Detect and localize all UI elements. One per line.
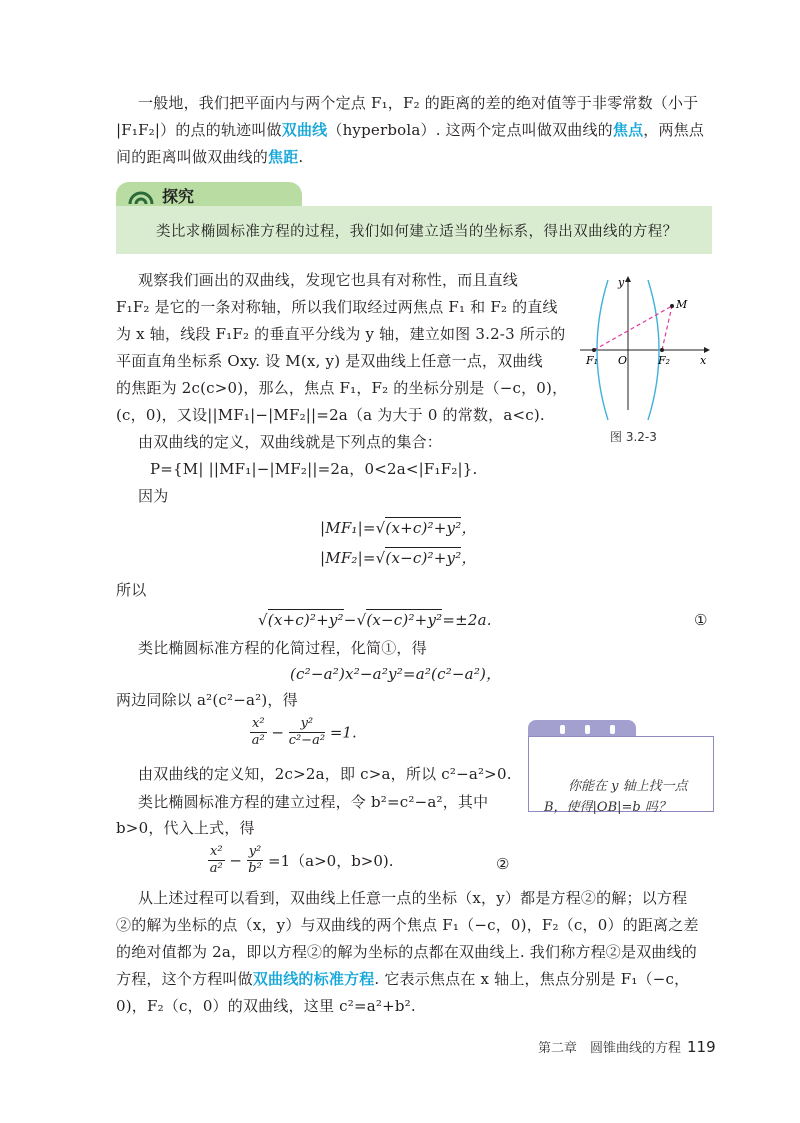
explore-banner xyxy=(116,182,712,254)
equation-2 xyxy=(208,844,394,877)
equation-2-rest: =1（a>0，b>0). xyxy=(268,852,394,870)
body-p1-line-1: 观察我们画出的双曲线，发现它也具有对称性，而且直线 xyxy=(138,271,519,289)
x-axis-arrow-icon xyxy=(704,347,710,353)
focus-f2-point xyxy=(660,348,664,352)
x-axis-label: x xyxy=(700,354,707,367)
intro-line-1: 一般地，我们把平面内与两个定点 F₁，F₂ 的距离的差的绝对值等于非零常数（小于 xyxy=(138,94,699,112)
body-p1-line-5: 的焦距为 2c(c>0)，那么，焦点 F₁，F₂ 的坐标分别是（−c，0)， xyxy=(116,379,568,397)
y-axis-arrow-icon xyxy=(625,276,631,282)
explore-icon xyxy=(128,186,154,206)
page-footer xyxy=(538,1037,716,1056)
equation-2-y-num: y² xyxy=(248,844,262,859)
note-binder-rings-icon xyxy=(558,723,618,735)
conclusion-line-2: ②的解为坐标的点（x，y）与双曲线的两个焦点 F₁（−c，0)，F₂（c，0）的距离之差 xyxy=(116,916,699,934)
analogy-line-1: 类比椭圆标准方程的建立过程，令 b²=c²−a²，其中 xyxy=(138,793,489,811)
formula-mf1-end: ， xyxy=(461,519,477,537)
point-m xyxy=(670,304,674,308)
formula-mf2-radicand: (x−c)²+y² xyxy=(385,549,462,567)
equation-1-label: ① xyxy=(694,611,708,629)
fraction-x-den: a² xyxy=(251,733,265,748)
equation-2-minus: − xyxy=(229,851,242,870)
side-note-line-2: B，使得|OB|=b 吗？ xyxy=(544,800,671,815)
f2-label: F₂ xyxy=(658,354,671,367)
equation-2-label: ② xyxy=(496,855,510,873)
analogy-line-2: b>0，代入上式，得 xyxy=(116,819,255,837)
origin-label: O xyxy=(618,354,628,367)
explore-question: 类比求椭圆标准方程的过程，我们如何建立适当的坐标系，得出双曲线的方程？ xyxy=(156,224,678,240)
page-number: 119 xyxy=(687,1038,716,1056)
definition-inequality: 由双曲线的定义知，2c>2a，即 c>a，所以 c²−a²>0. xyxy=(138,765,512,783)
m-label: M xyxy=(676,298,688,311)
formula-mf2-left: |MF₂|= xyxy=(320,549,376,567)
keyword-focus: 焦点 xyxy=(612,121,644,139)
conclusion-line-3: 的绝对值都为 2a，即以方程②的解为坐标的点都在双曲线上. 我们称方程②是双曲线的 xyxy=(116,943,697,961)
conclusion-line-4 xyxy=(116,969,689,989)
keyword-focal-distance: 焦距 xyxy=(268,148,299,166)
equation-2-x-num: x² xyxy=(210,844,223,859)
fraction-minus: − xyxy=(271,723,284,742)
hyperbola-figure xyxy=(574,270,714,420)
fraction-y xyxy=(289,716,325,749)
focus-f1-point xyxy=(592,348,596,352)
conclusion-line-5: 0)，F₂（c，0）的双曲线，这里 c²=a²+b². xyxy=(116,997,416,1015)
simplify-text: 类比椭圆标准方程的化简过程，化简①，得 xyxy=(138,639,427,657)
set-definition: P={M| ||MF₁|−|MF₂||=2a，0<2a<|F₁F₂|}. xyxy=(150,460,478,478)
fraction-y-num: y² xyxy=(289,716,325,733)
body-p1-line-6: (c，0)，又设||MF₁|−|MF₂||=2a（a 为大于 0 的常数，a<c). xyxy=(116,406,545,424)
fraction-equals: =1. xyxy=(329,723,357,742)
figure-caption: 图 3.2-3 xyxy=(610,430,657,444)
intro-line-3-a: 间的距离叫做双曲线的 xyxy=(116,148,269,166)
segment-mf1 xyxy=(594,306,672,350)
intro-line-2 xyxy=(116,120,704,140)
conclusion-line-4-a: 方程，这个方程叫做 xyxy=(116,970,253,988)
f1-label: F₁ xyxy=(586,354,599,367)
intro-line-3 xyxy=(116,147,303,167)
formula-mf1: |MF₁|=√(x+c)²+y²， xyxy=(320,519,477,537)
formula-mf1-radicand: (x+c)²+y² xyxy=(385,519,462,537)
body-p1-line-2: F₁F₂ 是它的一条对称轴，所以我们取经过两焦点 F₁ 和 F₂ 的直线 xyxy=(116,298,558,316)
intro-line-2-b: （hyperbola）. 这两个定点叫做双曲线的 xyxy=(327,121,613,139)
equation-2-x-den: a² xyxy=(209,861,223,876)
intro-line-2-c: ，两焦点 xyxy=(643,121,705,139)
equation-1-end: =±2a. xyxy=(442,611,492,629)
equation-2-y-fraction xyxy=(247,844,264,877)
side-note-line-1: 你能在 y 轴上找一点 xyxy=(568,779,688,794)
keyword-standard-equation: 双曲线的标准方程 xyxy=(252,970,375,988)
formula-mf1-left: |MF₁|= xyxy=(320,519,376,537)
conclusion-line-4-b: . 它表示焦点在 x 轴上，焦点分别是 F₁（−c， xyxy=(374,970,690,988)
chapter-title: 第二章 圆锥曲线的方程 xyxy=(538,1041,682,1056)
equation-1-radical-a: (x+c)²+y² xyxy=(267,611,344,629)
equation-2-y-den: b² xyxy=(248,861,262,876)
fraction-x-num: x² xyxy=(252,716,265,731)
fraction-y-den: c²−a² xyxy=(288,733,326,748)
formula-mf2: |MF₂|=√(x−c)²+y²， xyxy=(320,549,477,567)
explore-title: 探究 xyxy=(162,187,195,206)
body-p1-line-3: 为 x 轴，线段 F₁F₂ 的垂直平分线为 y 轴，建立如图 3.2-3 所示的 xyxy=(116,325,566,343)
segment-mf2 xyxy=(662,306,672,350)
conclusion-line-1: 从上述过程可以看到，双曲线上任意一点的坐标（x，y）都是方程②的解；以方程 xyxy=(138,889,688,907)
intro-line-3-b: . xyxy=(298,148,304,166)
because-label: 因为 xyxy=(138,487,169,505)
intro-line-2-a: |F₁F₂|）的点的轨迹叫做 xyxy=(116,121,282,139)
equation-1-minus: − xyxy=(343,611,357,629)
so-label: 所以 xyxy=(116,581,147,599)
body-p2-line-1: 由双曲线的定义，双曲线就是下列点的集合： xyxy=(138,433,443,451)
equation-1: √(x+c)²+y²−√(x−c)²+y²=±2a. xyxy=(258,611,492,629)
fraction-equation xyxy=(250,716,357,749)
divide-text: 两边同除以 a²(c²−a²)，得 xyxy=(116,691,298,709)
equation-2-x-fraction xyxy=(208,844,225,877)
y-axis-label: y xyxy=(618,276,625,289)
simplified-equation: (c²−a²)x²−a²y²=a²(c²−a²)， xyxy=(290,665,502,683)
keyword-hyperbola: 双曲线 xyxy=(281,121,328,139)
fraction-x xyxy=(250,716,267,749)
equation-1-radical-b: (x−c)²+y² xyxy=(366,611,443,629)
formula-mf2-end: ， xyxy=(461,549,477,567)
body-p1-line-4: 平面直角坐标系 Oxy. 设 M(x, y) 是双曲线上任意一点，双曲线 xyxy=(116,352,543,370)
